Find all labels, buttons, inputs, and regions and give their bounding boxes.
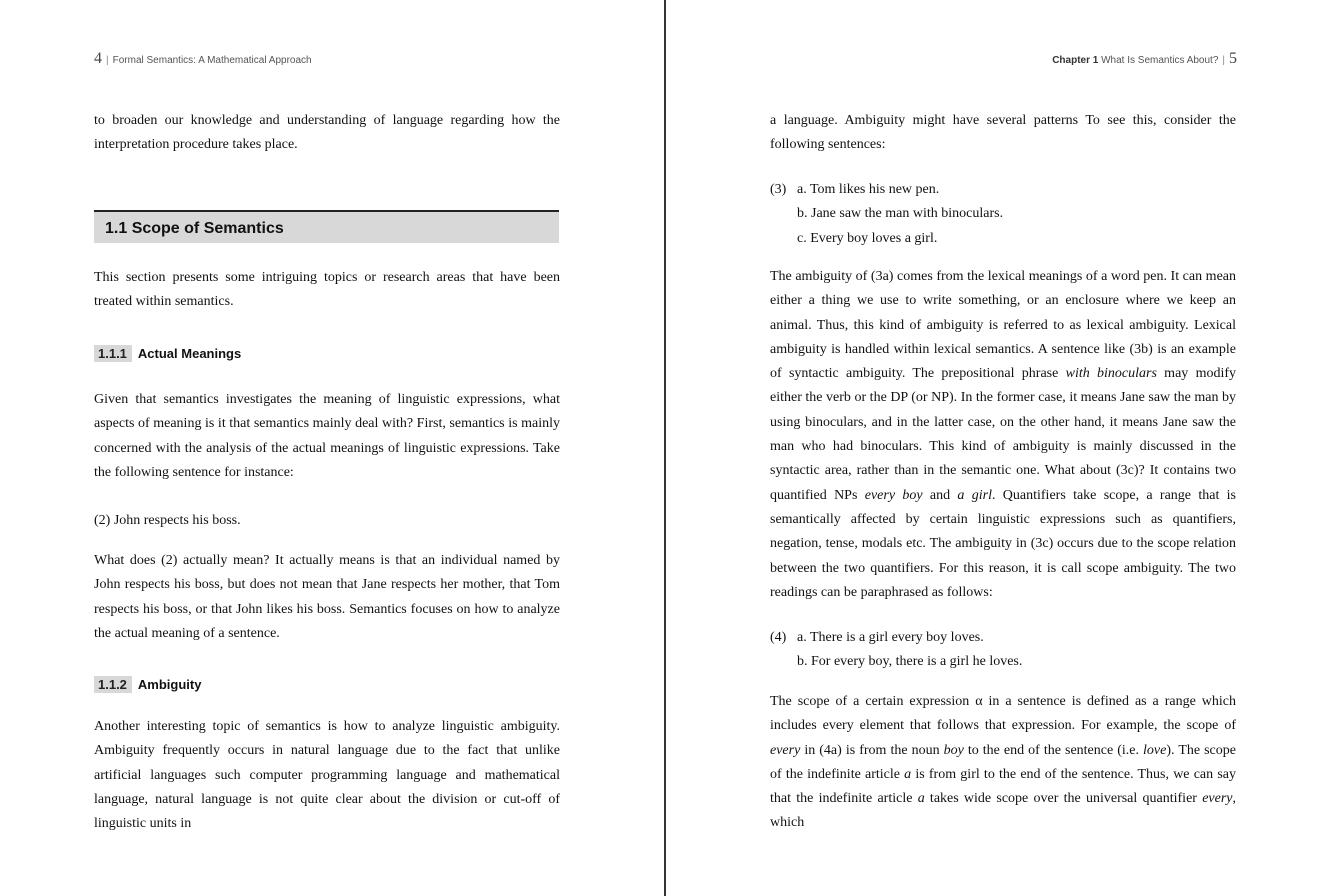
- subsection-title: Actual Meanings: [137, 346, 242, 361]
- example-2: (2) John respects his boss.: [94, 513, 241, 528]
- italic-term: with binoculars: [1065, 366, 1157, 382]
- subsection-title: Ambiguity: [137, 677, 202, 692]
- italic-term: every: [1202, 791, 1233, 807]
- ambiguity-paragraph: Another interesting topic of semantics is how to analyze linguistic ambiguity. Ambiguity frequently occurs in natural language due to the fact that unlike artificial languages such computer programming language and mathematical language, natural language is not quite clear about the division or cut-off of linguistic units in: [94, 719, 560, 832]
- italic-term: every: [770, 742, 801, 758]
- meaning-explanation-paragraph: What does (2) actually mean? It actually means is that an individual named by John respects his boss, but does not mean that Jane respects her mother, that Tom respects his boss, or that John likes his boss. Semantics focuses on how to analyze the actual meaning of a sentence.: [94, 553, 560, 641]
- right-page: [666, 0, 1328, 896]
- subsection-number: 1.1.1: [94, 345, 132, 362]
- subsection-number: 1.1.2: [94, 676, 132, 693]
- example-4a: a. There is a girl every boy loves.: [797, 630, 984, 645]
- book-title: Formal Semantics: A Mathematical Approach: [112, 55, 312, 66]
- italic-term: a girl: [957, 487, 992, 503]
- intro-paragraph: to broaden our knowledge and understanding of language regarding how the interpretation procedure takes place.: [94, 113, 560, 153]
- subsection-heading-ambiguity: [94, 676, 201, 693]
- left-page-number: 4: [94, 50, 102, 67]
- example-3b: b. Jane saw the man with binoculars.: [797, 206, 1004, 221]
- ambiguity-types-paragraph: The ambiguity of (3a) comes from the lexical meanings of a word pen. It can mean either a thing we use to write something, or an enclosure where we keep an animal. Thus, this kind of ambiguity is referred to as lexical ambiguity. Lexical ambiguity is handled within lexical semantics. A sentence like (3b) is an example of syntactic ambiguity. The prepositional phrase with binoculars may modify either the verb or the DP (or NP). In the former case, it means Jane saw the man by using binoculars, and in the latter case, on the other hand, it means Jane saw the man who had binoculars. This kind of ambiguity is mainly discussed in the syntactic area, rather than in the semantic one. What about (3c)? It contains two quantified NPs every boy and a girl. Quantifiers take scope, a range that is semantically affected by certain linguistic expressions such as quantifiers, negation, tense, modals etc. The ambiguity in (3c) occurs due to the scope relation between the two quantifiers. For this reason, it is call scope ambiguity. The two readings can be paraphrased as follows:: [770, 269, 1237, 600]
- section-title: 1.1 Scope of Semantics: [105, 220, 284, 237]
- example-4b: b. For every boy, there is a girl he loves.: [797, 654, 1023, 669]
- actual-meanings-paragraph: Given that semantics investigates the meaning of linguistic expressions, what aspects of meaning is it that semantics mainly deal with? First, semantics is mainly concerned with the analysis of the actual meanings of linguistic expressions. Take the following sentence for instance:: [94, 392, 560, 480]
- example-3a: a. Tom likes his new pen.: [797, 182, 940, 197]
- italic-term: a: [904, 766, 912, 782]
- section-heading: [94, 210, 559, 243]
- example-3-number: (3): [770, 182, 787, 197]
- right-running-header: Chapter 1 What Is Semantics About? | 5: [1052, 50, 1237, 67]
- right-page-number: 5: [1229, 50, 1237, 67]
- italic-term: boy: [943, 742, 964, 758]
- italic-term: love: [1143, 742, 1167, 758]
- chapter-title: What Is Semantics About?: [1101, 55, 1219, 66]
- italic-term: a: [917, 791, 925, 807]
- italic-term: every boy: [864, 487, 923, 503]
- left-running-header: 4 | Formal Semantics: A Mathematical Approach: [94, 50, 312, 67]
- subsection-heading-actual-meanings: [94, 345, 241, 362]
- example-4-number: (4): [770, 630, 787, 645]
- example-3c: c. Every boy loves a girl.: [797, 231, 938, 246]
- section-intro-paragraph: This section presents some intriguing topics or research areas that have been treated within semantics.: [94, 270, 560, 310]
- chapter-label: Chapter 1: [1052, 55, 1099, 66]
- scope-paragraph: The scope of a certain expression α in a sentence is defined as a range which includes every element that follows that expression. For example, the scope of every in (4a) is from the noun boy to the end of the sentence (i.e. love). The scope of the indefinite article a is from girl to the end of the sentence. Thus, we can say that the indefinite article a takes wide scope over the universal quantifier every, which: [770, 694, 1237, 831]
- language-paragraph: a language. Ambiguity might have several patterns To see this, consider the following sentences:: [770, 113, 1236, 153]
